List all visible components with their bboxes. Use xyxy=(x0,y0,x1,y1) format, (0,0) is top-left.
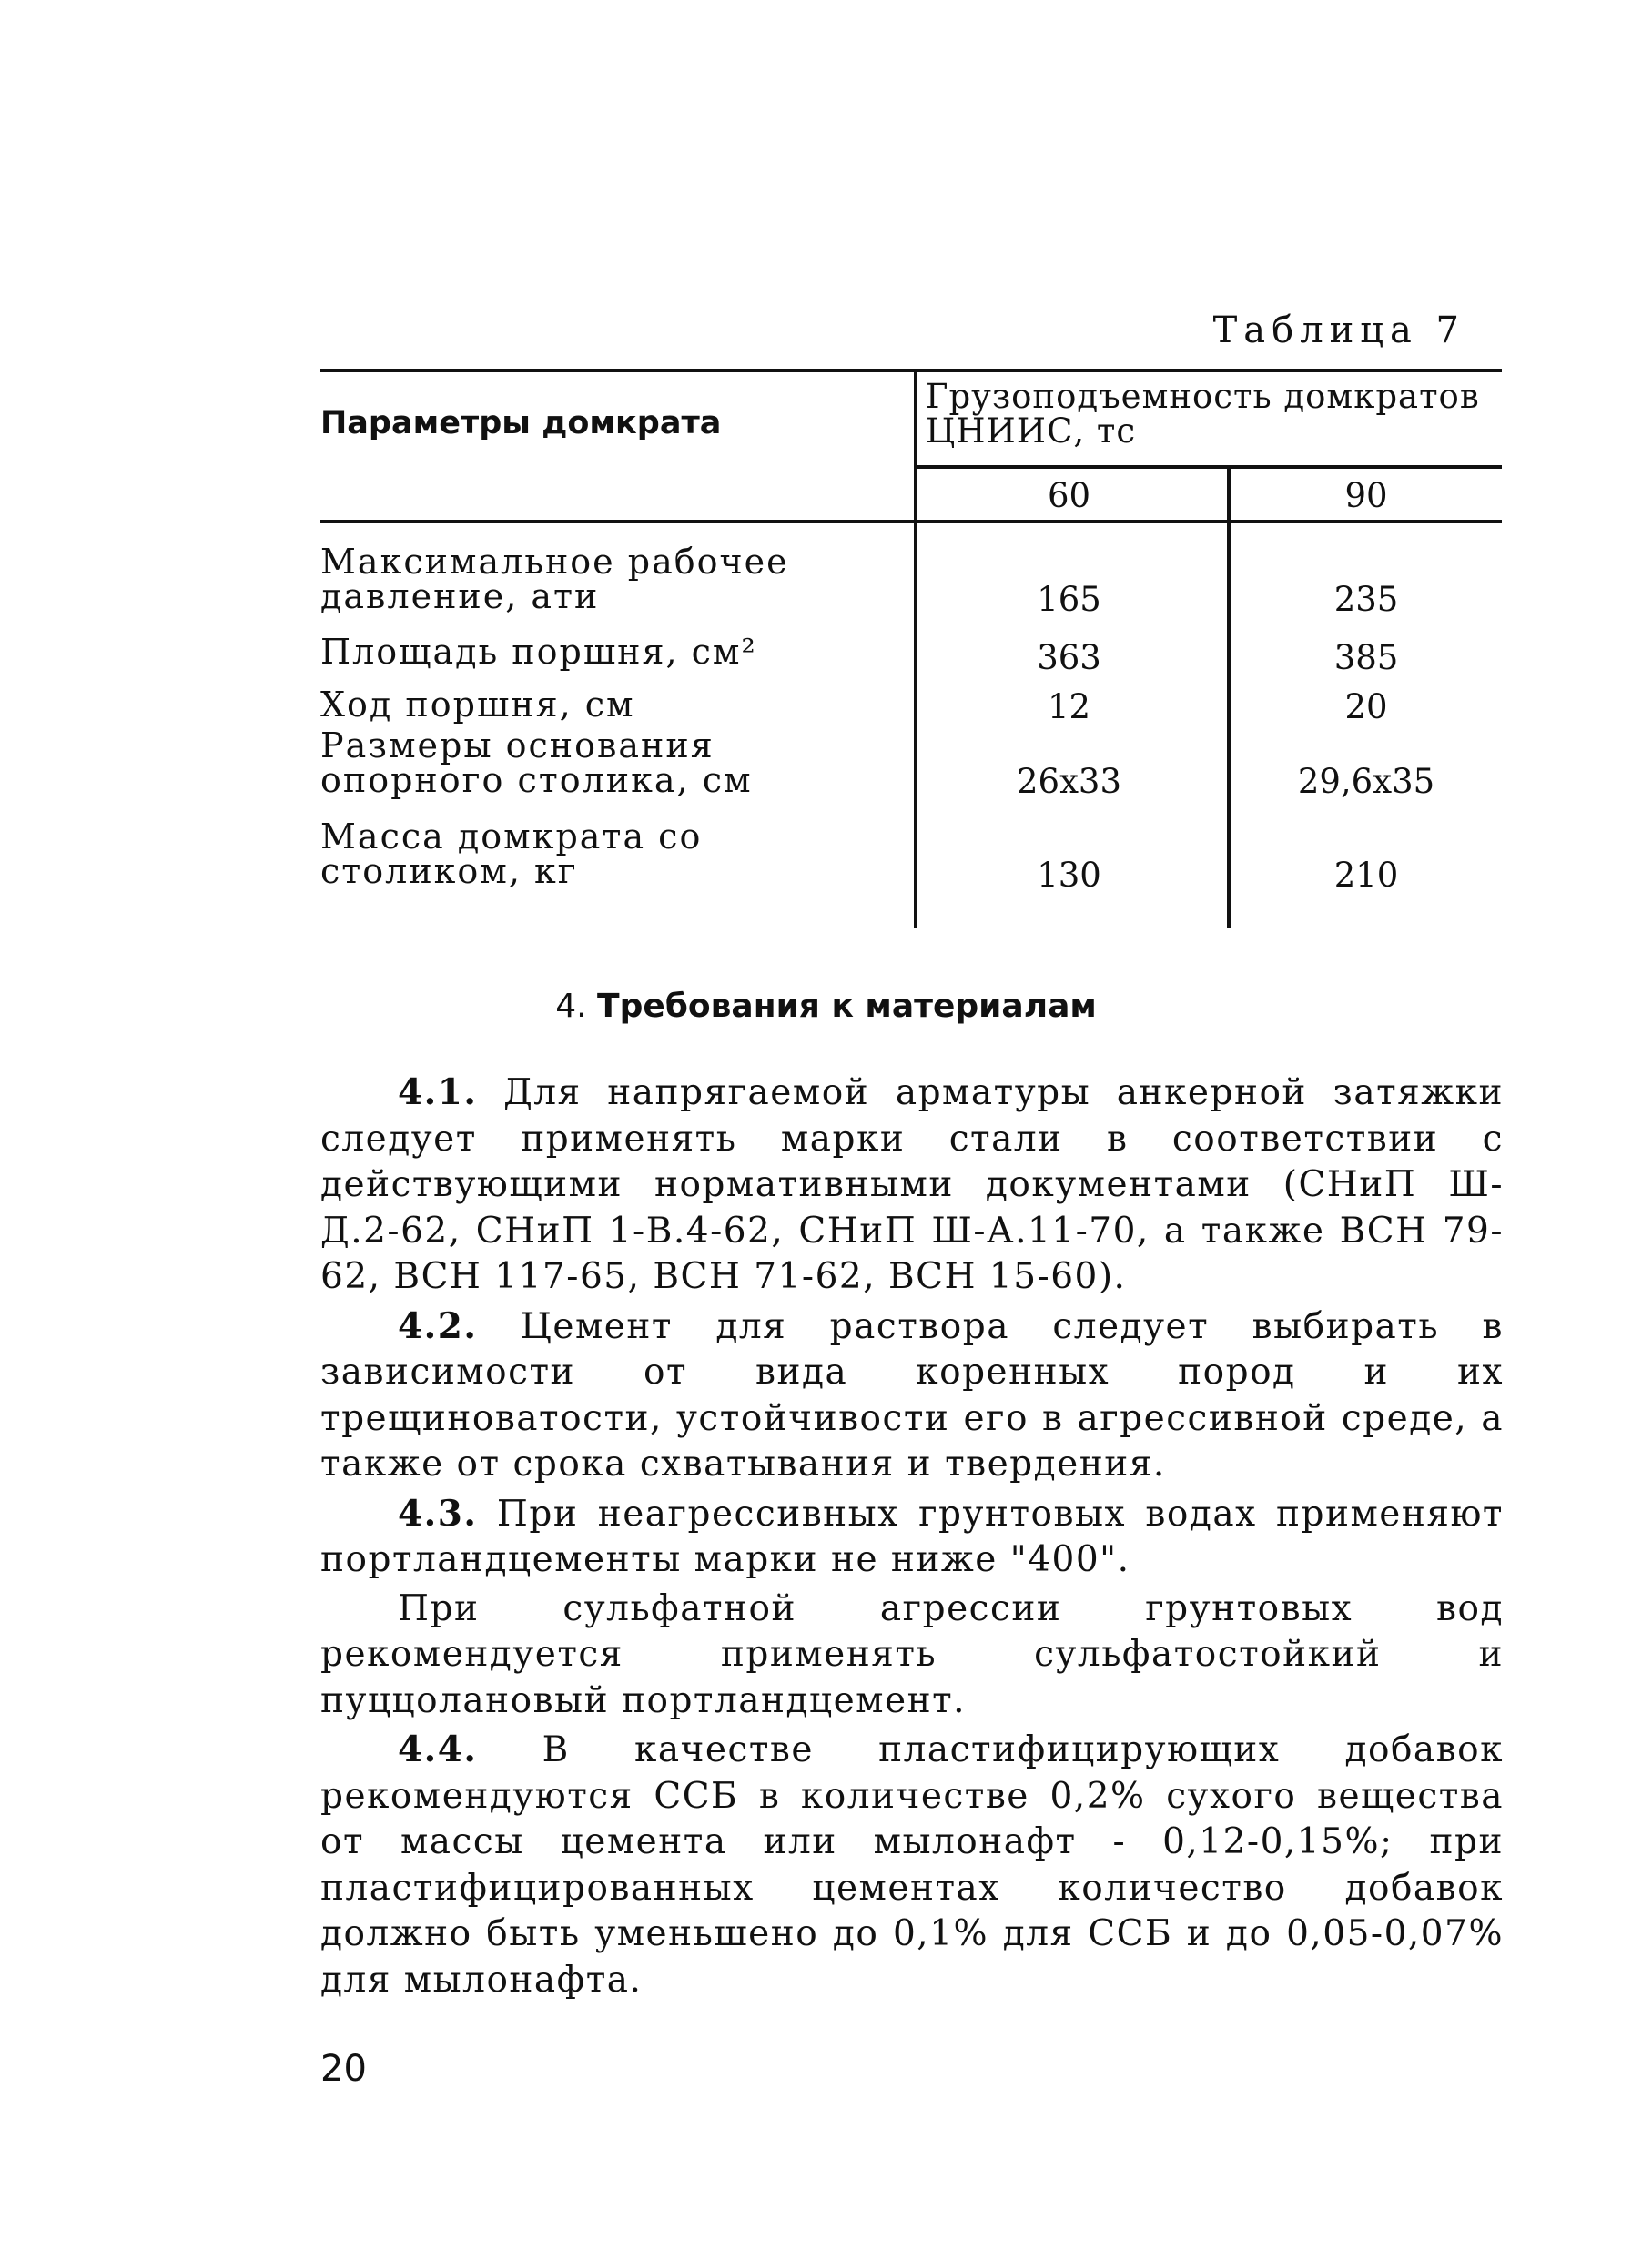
header-capacity-60: 60 xyxy=(1047,476,1091,515)
parameters-table xyxy=(320,369,1502,928)
paragraph-4-4 xyxy=(320,1727,1504,2003)
row-label-base-size: Размеры основания опорного столика, см xyxy=(320,725,753,800)
cell-base-size-90: 29,6x35 xyxy=(1297,762,1435,801)
section-number: 4. xyxy=(555,988,587,1025)
paragraph-number: 4.1. xyxy=(398,1071,478,1113)
paragraph-number: 4.3. xyxy=(398,1492,478,1535)
cell-base-size-60: 26x33 xyxy=(1016,762,1122,801)
cell-piston-stroke-60: 12 xyxy=(1047,687,1091,726)
row-label-piston-stroke: Ход поршня, см xyxy=(320,684,635,725)
paragraph-number: 4.4. xyxy=(398,1729,478,1770)
paragraph-text: При неагрессивных грунтовых водах применяют портландцементы марки не ниже "400". xyxy=(320,1493,1504,1580)
page-number: 20 xyxy=(320,2048,367,2090)
paragraph-4-2 xyxy=(320,1303,1504,1488)
cell-max-pressure-90: 235 xyxy=(1333,580,1399,619)
cell-max-pressure-60: 165 xyxy=(1037,580,1101,619)
header-mid-rule xyxy=(917,465,1502,469)
paragraph-4-3 xyxy=(320,1491,1504,1584)
table-top-rule xyxy=(320,369,1502,372)
cell-piston-stroke-90: 20 xyxy=(1344,687,1388,726)
section-title: Требования к материалам xyxy=(597,988,1097,1025)
section-heading xyxy=(0,988,1652,1025)
body-text xyxy=(320,1070,1504,2006)
row-label-max-pressure: Максимальное рабочее давление, ати xyxy=(320,542,789,616)
header-bottom-rule xyxy=(320,520,1502,523)
header-parameters: Параметры домкрата xyxy=(320,405,722,441)
header-capacity: Грузоподъемность домкратов ЦНИИС, тс xyxy=(926,377,1480,451)
paragraph-text: При сульфатной агрессии грунтовых вод рекомендуется применять сульфатостойкий и пуццолановый портландцемент. xyxy=(320,1587,1504,1721)
paragraph-text: Для напрягаемой арматуры анкерной затяжки следует применять марки стали в соответствии с действующими нормативными документами (СНиП Ш-Д.2-62, СНиП 1-В.4-62, СНиП Ш-А.11-70, а также ВСН 79-62, ВСН 117-65, ВСН 71-62, ВСН 15-60). xyxy=(320,1072,1504,1297)
paragraph-text: В качестве пластифицирующих добавок рекомендуются ССБ в количестве 0,2% сухого вещества от массы цемента или мылонафт - 0,12-0,15%; при пластифицированных цементах количество добавок должно быть уменьшено до 0,1% для ССБ и до 0,05-0,07% для мылонафта. xyxy=(320,1729,1504,2001)
cell-jack-mass-60: 130 xyxy=(1037,856,1101,895)
paragraph-4-1 xyxy=(320,1070,1504,1301)
paragraph-sulfate xyxy=(320,1587,1504,1725)
row-label-jack-mass: Масса домкрата со столиком, кг xyxy=(320,816,703,891)
paragraph-number: 4.2. xyxy=(398,1304,478,1347)
header-capacity-90: 90 xyxy=(1344,476,1388,515)
paragraph-text: Цемент для раствора следует выбирать в зависимости от вида коренных пород и их трещиноватости, устойчивости его в агрессивной среде, а также от срока схватывания и твердения. xyxy=(320,1305,1504,1485)
cell-jack-mass-90: 210 xyxy=(1333,856,1399,895)
table-caption: Таблица 7 xyxy=(1212,309,1465,351)
cell-piston-area-90: 385 xyxy=(1333,638,1399,677)
row-label-piston-area: Площадь поршня, см² xyxy=(320,632,757,672)
cell-piston-area-60: 363 xyxy=(1037,638,1101,677)
